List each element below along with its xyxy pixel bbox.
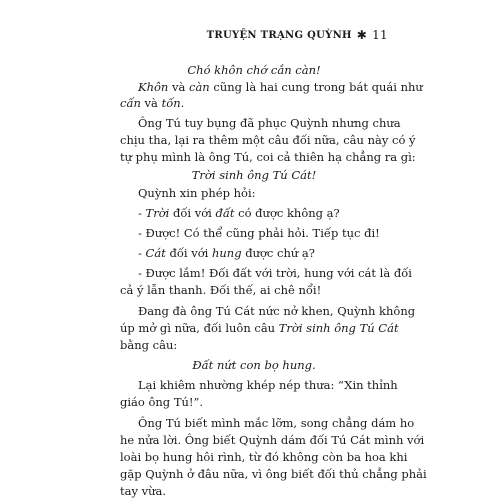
- italic-word: càn: [189, 80, 210, 94]
- text-span: -: [138, 206, 146, 220]
- paragraph-line: gặp Quỳnh ở đâu nữa, vì ông biết đối thủ chẳng phải: [120, 467, 427, 481]
- verse-line: Chó khôn chớ cắn càn!: [187, 63, 321, 77]
- paragraph-line: Đang đà ông Tú Cát nức nở khen, Quỳnh không: [138, 304, 416, 318]
- verse-line: Đất nứt con bọ hung.: [192, 358, 316, 372]
- italic-word: Khôn: [138, 80, 169, 94]
- text-span: -: [138, 246, 146, 260]
- text-span: .: [180, 96, 185, 110]
- paragraph-line: Ông Tú biết mình mắc lỡm, song chẳng dám ho: [138, 416, 415, 430]
- paragraph-line: Lại khiêm nhường khép nép thưa: “Xin thỉnh: [138, 378, 398, 392]
- paragraph-line: loài bọ hung hôi rình, từ đó không còn ba hoa khi: [120, 450, 408, 464]
- italic-word: Trời: [145, 206, 170, 220]
- paragraph-line: bằng câu:: [120, 338, 178, 352]
- paragraph-line: tự phụ mình là ông Tú, coi cả thiên hạ chẳng ra gì:: [120, 150, 416, 164]
- italic-word: tốn: [161, 96, 181, 110]
- running-header: [120, 28, 388, 42]
- dialogue-line: - Được lắm! Đối đất với trời, hung với cát là đối: [138, 266, 412, 280]
- paragraph-line: chịu tha, lại ra thêm một câu đối nữa, câu này có ý: [120, 133, 416, 147]
- paragraph-line: Ông Tú tuy bụng đã phục Quỳnh nhưng chưa: [138, 116, 401, 130]
- dialogue-line: [120, 205, 388, 221]
- text-span: được chứ ạ?: [241, 246, 315, 260]
- page-number: 11: [372, 28, 388, 42]
- text-span: cũng là hai cung trong bát quái như: [209, 80, 423, 94]
- paragraph-line: [120, 320, 399, 336]
- dialogue-line: cả ý lẫn thanh. Đối thế, ai chê nổi!: [120, 283, 322, 297]
- dialogue-line: [120, 245, 388, 261]
- italic-word: hung: [211, 246, 242, 260]
- italic-word: đất: [215, 206, 235, 220]
- text-span: đối với: [165, 246, 212, 260]
- paragraph-line: [120, 95, 388, 111]
- asterisk-ornament-icon: ✱: [356, 28, 368, 42]
- italic-word: Cát: [145, 246, 166, 260]
- dialogue-line: - Được! Có thể cũng phải hỏi. Tiếp tục đi!: [138, 226, 380, 240]
- text-span: đối với: [169, 206, 216, 220]
- text-span: có được không ạ?: [234, 206, 340, 220]
- text-span: và: [140, 96, 162, 110]
- paragraph-line: Quỳnh xin phép hỏi:: [138, 186, 256, 200]
- text-span: và: [168, 80, 189, 94]
- paragraph-line: giáo ông Tú!”.: [120, 395, 204, 409]
- text-span: úp mở gì nữa, đối luôn câu: [120, 321, 279, 335]
- italic-word: cấn: [120, 96, 141, 110]
- book-title: TRUYỆN TRẠNG QUỲNH: [206, 29, 352, 41]
- book-page: [120, 0, 427, 499]
- paragraph-line: [120, 79, 423, 95]
- italic-phrase: Trời sinh ông Tú Cát: [278, 321, 399, 335]
- paragraph-line: he nửa lời. Ông biết Quỳnh dám đối Tú Cát mình với: [120, 433, 425, 447]
- verse-line: Trời sinh ông Tú Cát!: [191, 168, 317, 182]
- paragraph-line: tay vừa.: [120, 484, 167, 498]
